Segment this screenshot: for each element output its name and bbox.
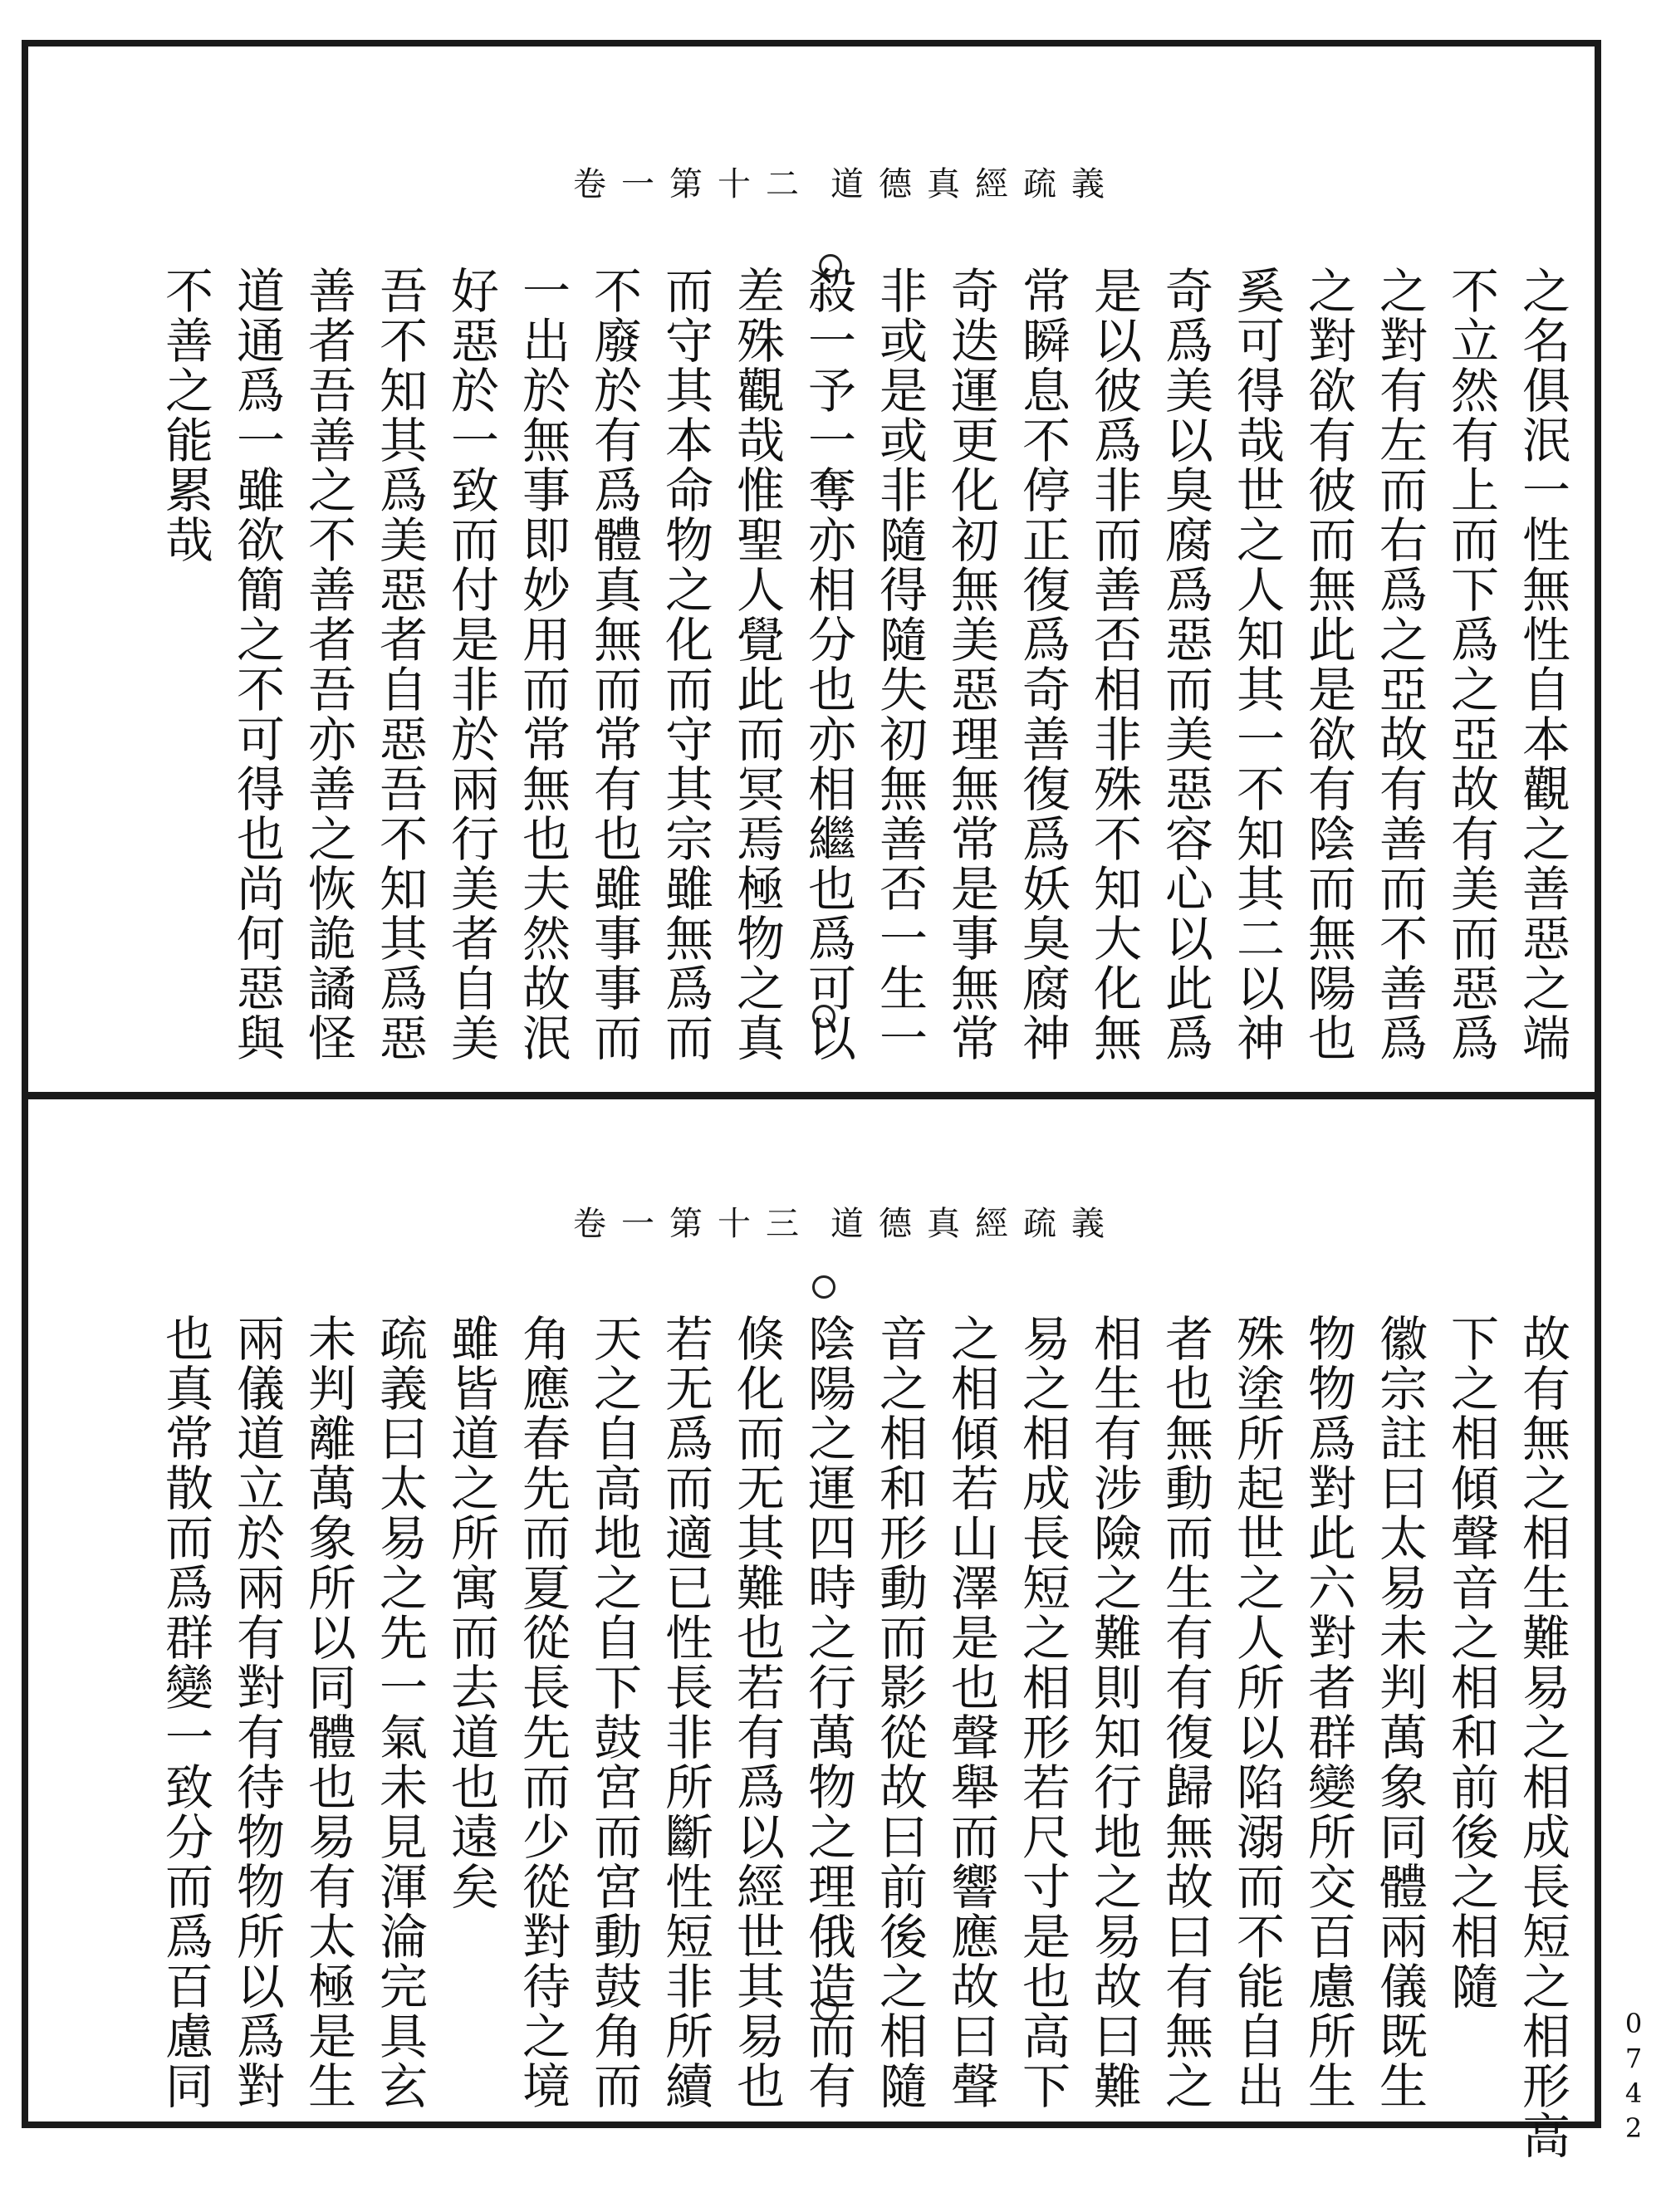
text-column: 吾不知其爲美惡者自惡吾不知其爲惡 [371,266,428,1063]
text-column: 下之相傾聲音之相和前後之相隨 [1443,1314,1499,2011]
header-title-bottom: 道德真經疏義 [830,1205,1120,1243]
text-column: 殊塗所起世之人所以陷溺而不能自出 [1228,1314,1285,2111]
text-column: 不立然有上而下爲之亞故有美而惡爲 [1443,266,1499,1063]
text-column: 雖皆道之所寓而去道也遠矣 [443,1314,499,1911]
text-column: 不廢於有爲體真無而常有也雖事事而 [586,266,642,1063]
text-column: 是以彼爲非而善否相非殊不知大化無 [1085,266,1142,1063]
top-text-columns [58,166,1578,1079]
circle-mark [819,254,842,277]
text-column: 好惡於一致而付是非於兩行美者自美 [443,266,499,1063]
bottom-page [58,1205,1578,2161]
text-column: 非或是或非隨得隨失初無善否一生一 [871,266,928,1063]
text-column: 物物爲對此六對者群變所交百慮所生 [1300,1314,1356,2111]
header-volume-top: 卷一第十二 [573,165,814,203]
text-column: 倏化而无其難也若有爲以經世其易也 [728,1314,785,2111]
text-column: 殺一予一奪亦相分也亦相繼也爲可以 [800,266,856,1063]
text-column: 兩儀道立於兩有對有待物物所以爲對 [228,1314,285,2111]
text-column: 陰陽之運四時之行萬物之理俄造而有 [800,1314,856,2111]
text-column: 疏義曰太易之先一氣未見渾淪完具玄 [371,1314,428,2111]
text-column: 之相傾若山澤是也聲舉而響應故曰聲 [943,1314,999,2111]
circle-mark [812,1275,835,1299]
text-column: 也真常散而爲群變一致分而爲百慮同 [157,1314,213,2111]
circle-mark [816,1998,839,2021]
header-volume-bottom: 卷一第十三 [573,1205,814,1243]
text-column: 故有無之相生難易之相成長短之相形高 [1514,1314,1570,2161]
text-column: 道通爲一雖欲簡之不可得也尚何惡與 [228,266,285,1063]
bottom-text-columns [58,1214,1578,2161]
text-column: 之對有左而右爲之亞故有善而不善爲 [1371,266,1428,1063]
text-column: 若无爲而適已性長非所斷性短非所續 [657,1314,713,2111]
text-column: 易之相成長短之相形若尺寸是也高下 [1014,1314,1071,2111]
text-column: 奇爲美以臭腐爲惡而美惡容心以此爲 [1157,266,1213,1063]
text-column: 常瞬息不停正復爲奇善復爲妖臭腐神 [1014,266,1071,1063]
header-title-top: 道德真經疏義 [830,165,1120,203]
text-column: 而守其本命物之化而守其宗雖無爲而 [657,266,713,1063]
folio-number: 0742 [1618,2008,1649,2147]
text-column: 天之自高地之自下鼓宮而宮動鼓角而 [586,1314,642,2111]
text-column: 未判離萬象所以同體也易有太極是生 [300,1314,356,2111]
text-column: 者也無動而生有有復歸無故曰有無之 [1157,1314,1213,2111]
text-column: 奚可得哉世之人知其一不知其二以神 [1228,266,1285,1063]
text-column: 角應春先而夏從長先而少從對待之境 [514,1314,571,2111]
text-column: 差殊觀哉惟聖人覺此而冥焉極物之真 [728,266,785,1063]
text-column: 不善之能累哉 [157,266,213,565]
text-column: 音之相和形動而影從故曰前後之相隨 [871,1314,928,2111]
text-column: 徽宗註曰太易未判萬象同體兩儀既生 [1371,1314,1428,2111]
text-column: 之對欲有彼而無此是欲有陰而無陽也 [1300,266,1356,1063]
circle-mark [812,1005,835,1028]
top-page [58,166,1578,1079]
text-column: 善者吾善之不善者吾亦善之恢詭譎怪 [300,266,356,1063]
text-column: 奇迭運更化初無美惡理無常是事無常 [943,266,999,1063]
text-column: 相生有涉險之難則知行地之易故曰難 [1085,1314,1142,2111]
text-column: 一出於無事即妙用而常無也夫然故泯 [514,266,571,1063]
text-column: 之名俱泯一性無性自本觀之善惡之端 [1514,266,1570,1063]
